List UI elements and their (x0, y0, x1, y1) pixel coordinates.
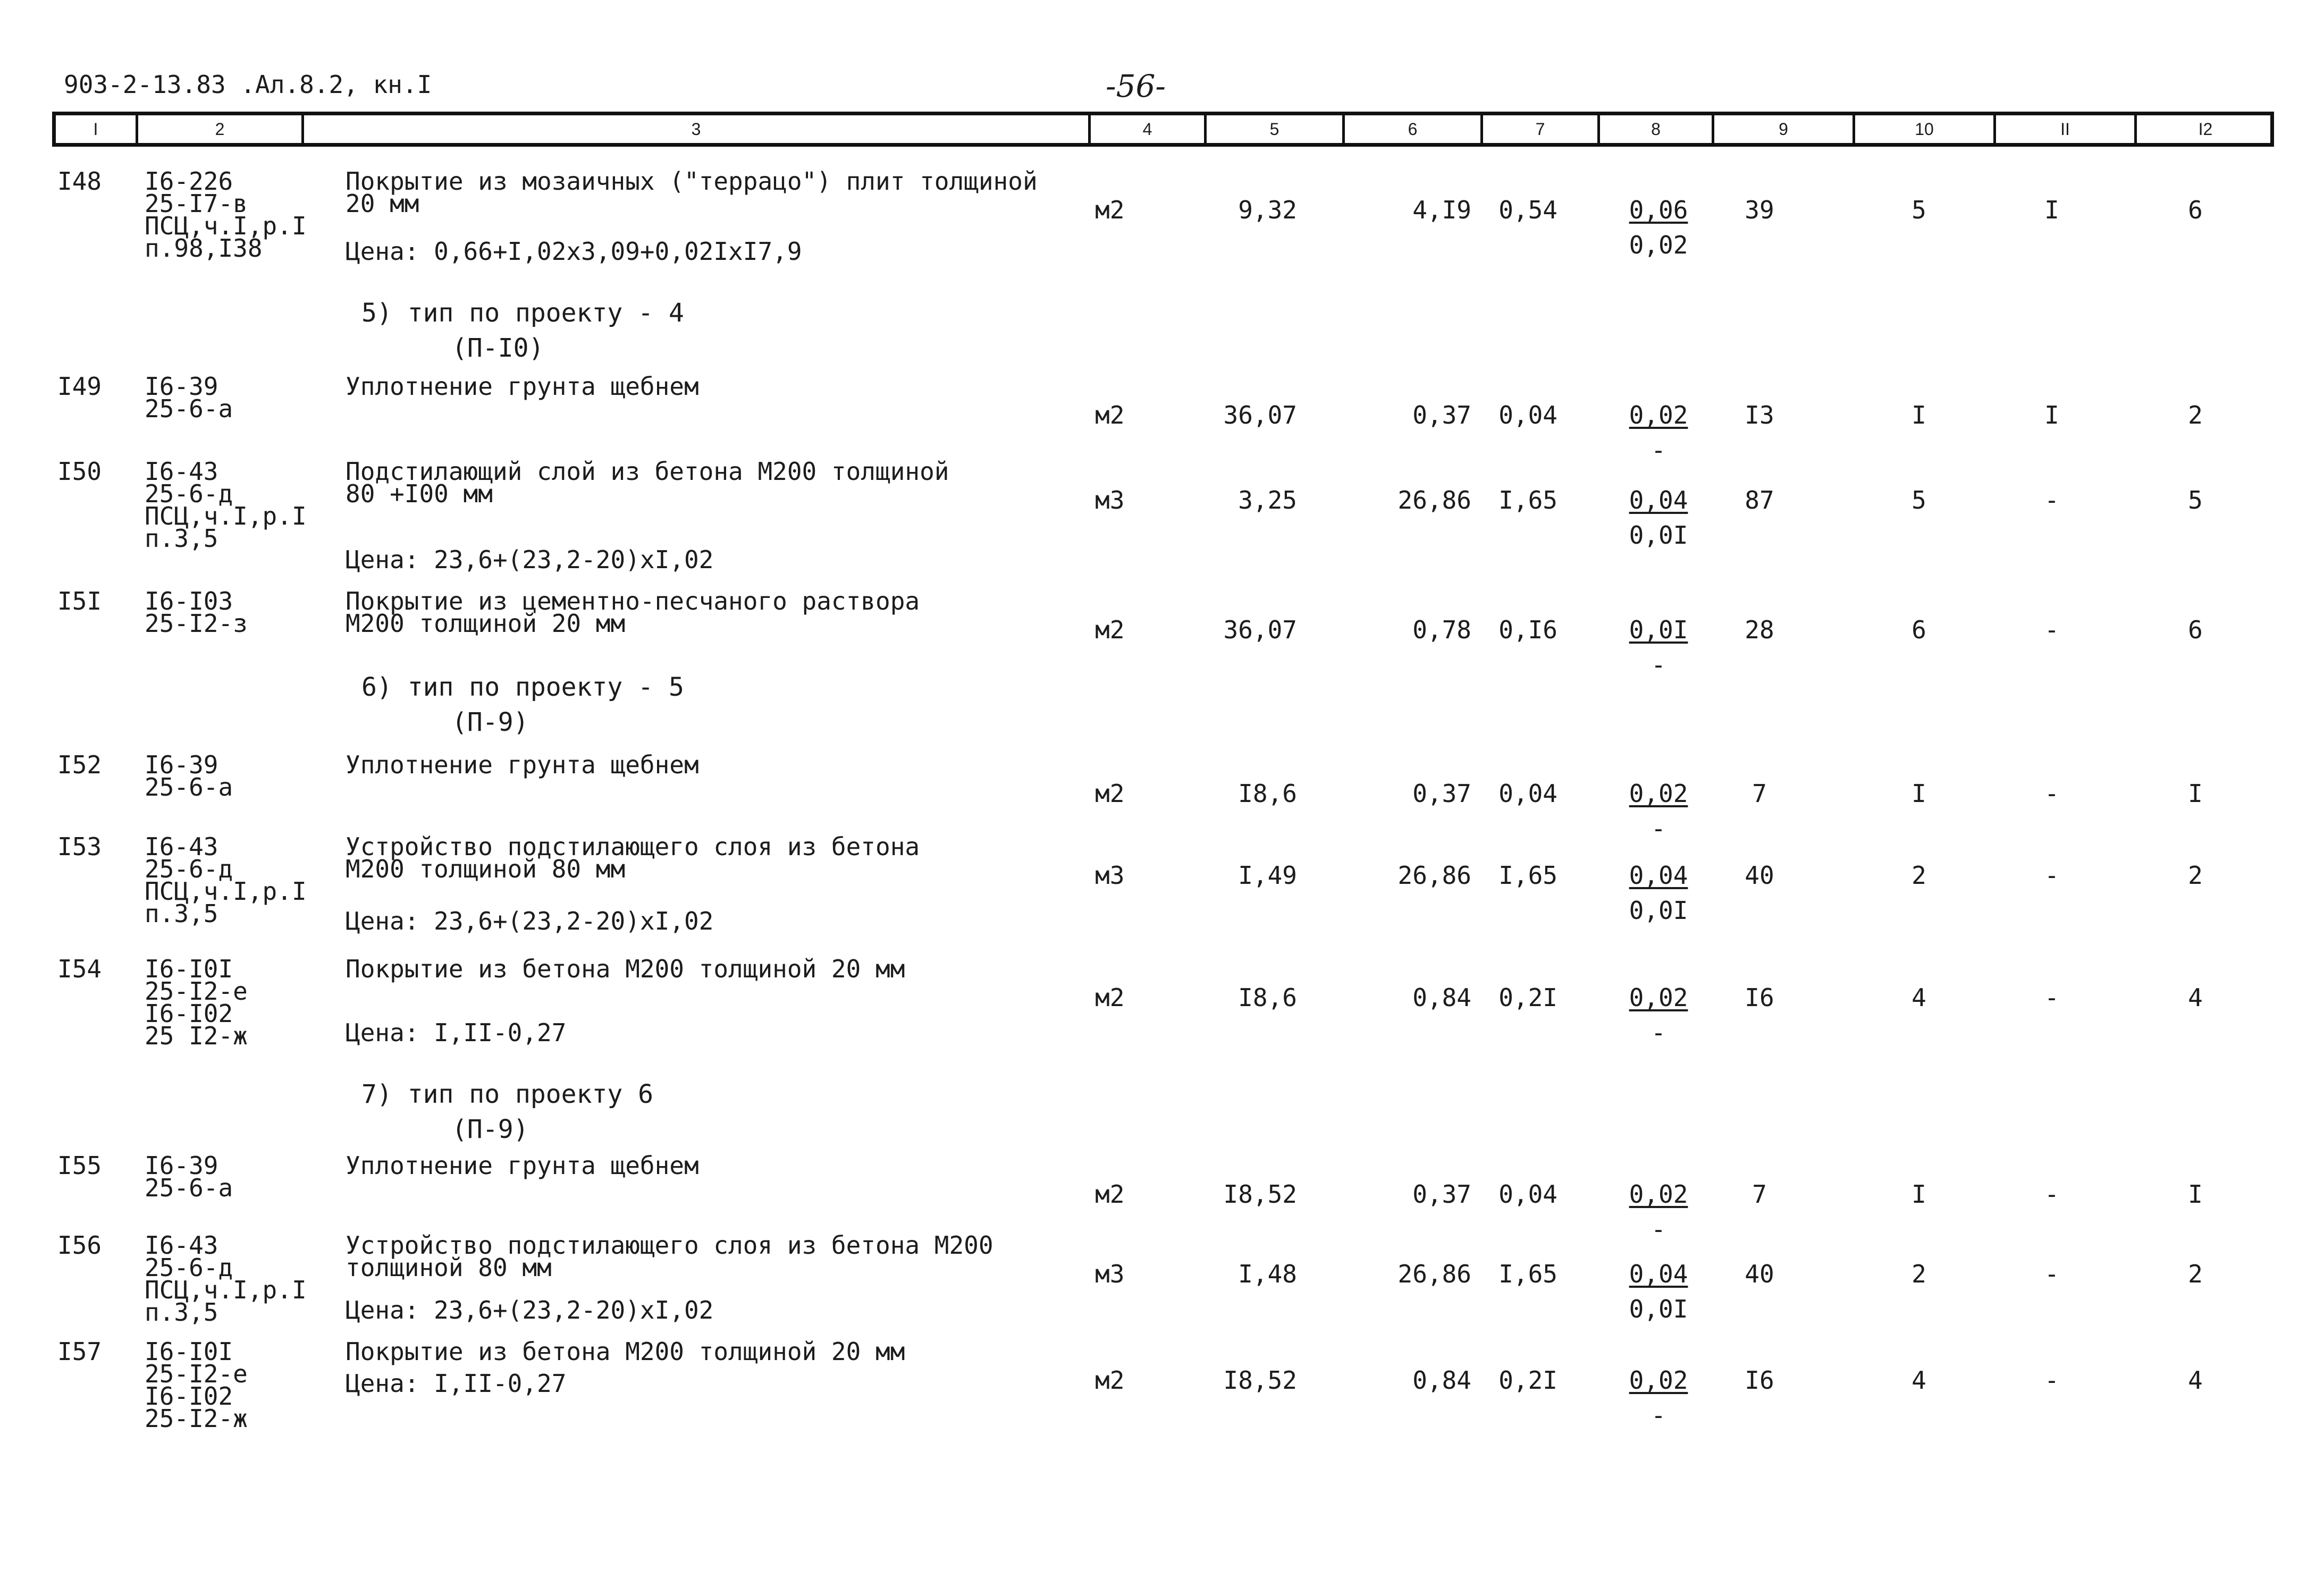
work-description: М200 толщиной 20 мм (346, 609, 626, 638)
row-number: I55 (57, 1151, 102, 1180)
estimate-code: п.3,5 (145, 899, 218, 928)
work-description: Уплотнение грунта щебнем (346, 1151, 699, 1180)
section-title: 7) тип по проекту 6 (361, 1079, 654, 1109)
total-labor: 4 (2188, 1366, 2203, 1395)
estimate-code: 25-I7-в (145, 189, 248, 218)
unit: м2 (1095, 1366, 1125, 1395)
estimate-code: 25-I2-з (145, 609, 248, 638)
machine-wage-cost: 0,0I (1629, 1295, 1688, 1323)
total-cost: 40 (1745, 1260, 1774, 1288)
machine-wage-cost: - (1651, 436, 1666, 465)
machine-cost: 0,04 (1629, 861, 1688, 890)
estimate-code: 25-6-д (145, 479, 233, 508)
work-description: Устройство подстилающего слоя из бетона М200 (346, 1231, 993, 1260)
unit-cost: 26,86 (1397, 1260, 1471, 1288)
machine-cost: 0,02 (1629, 1366, 1688, 1395)
estimate-code: I6-I02 (145, 999, 233, 1028)
machine-wage-cost: - (1651, 814, 1666, 843)
price-formula: Цена: 23,6+(23,2-20)xI,02 (346, 545, 714, 574)
price-formula: Цена: I,II-0,27 (346, 1018, 567, 1047)
machine-cost: 0,02 (1629, 983, 1688, 1012)
unit-cost: 26,86 (1397, 486, 1471, 514)
work-description: Покрытие из цементно-песчаного раствора (346, 587, 920, 615)
estimate-code: I6-226 (145, 167, 233, 196)
total-labor: 2 (2188, 861, 2203, 890)
estimate-code: 25-6-а (145, 394, 233, 423)
total-machine: - (2044, 861, 2059, 890)
machine-cost: 0,02 (1629, 779, 1688, 808)
quantity: I,48 (1238, 1260, 1297, 1288)
estimate-code: п.98,I38 (145, 234, 263, 263)
unit: м3 (1095, 1260, 1125, 1288)
quantity: I8,6 (1238, 779, 1297, 808)
estimate-code: п.3,5 (145, 1298, 218, 1327)
machine-wage-cost: - (1651, 1401, 1666, 1430)
row-number: I53 (57, 832, 102, 861)
total-machine: I (2044, 196, 2059, 224)
total-labor: I (2188, 1180, 2203, 1209)
estimate-code: I6-I0I (145, 955, 233, 983)
quantity: I8,52 (1223, 1180, 1297, 1209)
estimate-code: I6-39 (145, 750, 218, 779)
row-number: I54 (57, 955, 102, 983)
estimate-code: 25-6-д (145, 855, 233, 883)
column-header: I2 (2134, 115, 2274, 143)
total-cost: 39 (1745, 196, 1774, 224)
column-header: 2 (136, 115, 301, 143)
unit: м2 (1095, 196, 1125, 224)
machine-wage-cost: 0,0I (1629, 896, 1688, 925)
total-machine: - (2044, 615, 2059, 644)
estimate-code: I6-39 (145, 1151, 218, 1180)
total-wage: 6 (1912, 615, 1926, 644)
work-description: Уплотнение грунта щебнем (346, 750, 699, 779)
unit: м3 (1095, 861, 1125, 890)
estimate-code: ПСЦ,ч.I,р.I (145, 212, 307, 240)
total-wage: 4 (1912, 1366, 1926, 1395)
total-machine: - (2044, 1180, 2059, 1209)
work-description: Уплотнение грунта щебнем (346, 372, 699, 401)
column-header: I (93, 119, 98, 139)
work-description: 80 +I00 мм (346, 479, 493, 508)
wage-cost: 0,2I (1498, 1366, 1557, 1395)
total-cost: I6 (1745, 983, 1774, 1012)
total-machine: I (2044, 401, 2059, 429)
column-header: 10 (1853, 115, 1993, 143)
machine-wage-cost: - (1651, 1215, 1666, 1244)
unit-cost: 4,I9 (1412, 196, 1471, 224)
wage-cost: I,65 (1498, 486, 1557, 514)
work-description: толщиной 80 мм (346, 1253, 552, 1282)
work-description: 20 мм (346, 189, 419, 218)
column-header: 8 (1597, 115, 1712, 143)
section-subtitle: (П-9) (452, 707, 529, 737)
total-wage: I (1912, 401, 1926, 429)
total-cost: 87 (1745, 486, 1774, 514)
row-number: I48 (57, 167, 102, 196)
row-number: I57 (57, 1337, 102, 1366)
unit: м3 (1095, 486, 1125, 514)
unit: м2 (1095, 615, 1125, 644)
total-wage: 2 (1912, 1260, 1926, 1288)
machine-cost: 0,02 (1629, 1180, 1688, 1209)
total-cost: I3 (1745, 401, 1774, 429)
price-formula: Цена: 0,66+I,02x3,09+0,02IxI7,9 (346, 237, 802, 266)
unit-cost: 0,78 (1412, 615, 1471, 644)
total-wage: 4 (1912, 983, 1926, 1012)
total-wage: I (1912, 779, 1926, 808)
total-cost: 28 (1745, 615, 1774, 644)
unit: м2 (1095, 1180, 1125, 1209)
total-labor: I (2188, 779, 2203, 808)
total-wage: 5 (1912, 486, 1926, 514)
estimate-code: 25-6-а (145, 1174, 233, 1202)
column-header: 7 (1480, 115, 1597, 143)
machine-cost: 0,04 (1629, 1260, 1688, 1288)
price-formula: Цена: I,II-0,27 (346, 1369, 567, 1398)
wage-cost: I,65 (1498, 861, 1557, 890)
quantity: I8,6 (1238, 983, 1297, 1012)
estimate-code: 25-I2-ж (145, 1404, 248, 1433)
page-number: -56- (1106, 68, 1166, 104)
section-subtitle: (П-9) (452, 1115, 529, 1144)
quantity: I8,52 (1223, 1366, 1297, 1395)
unit: м2 (1095, 983, 1125, 1012)
estimate-code: I6-I02 (145, 1382, 233, 1411)
estimate-code: I6-43 (145, 832, 218, 861)
unit-cost: 0,84 (1412, 983, 1471, 1012)
wage-cost: I,65 (1498, 1260, 1557, 1288)
unit-cost: 0,37 (1412, 779, 1471, 808)
unit-cost: 0,37 (1412, 401, 1471, 429)
work-description: Покрытие из мозаичных ("террацо") плит толщиной (346, 167, 1038, 196)
total-machine: - (2044, 779, 2059, 808)
section-title: 5) тип по проекту - 4 (361, 298, 684, 328)
estimate-code: I6-43 (145, 457, 218, 486)
wage-cost: 0,04 (1498, 779, 1557, 808)
estimate-code: ПСЦ,ч.I,р.I (145, 1276, 307, 1304)
total-cost: 7 (1752, 779, 1767, 808)
machine-wage-cost: - (1651, 651, 1666, 679)
document-reference: 903-2-13.83 .Ал.8.2, кн.I (64, 70, 432, 99)
estimate-code: ПСЦ,ч.I,р.I (145, 877, 307, 906)
total-wage: I (1912, 1180, 1926, 1209)
column-header: 4 (1088, 115, 1204, 143)
column-header: 3 (301, 115, 1088, 143)
estimate-code: 25-6-д (145, 1253, 233, 1282)
total-labor: 2 (2188, 1260, 2203, 1288)
column-header: II (1993, 115, 2134, 143)
unit-cost: 0,37 (1412, 1180, 1471, 1209)
unit-cost: 0,84 (1412, 1366, 1471, 1395)
column-header-row (52, 112, 2274, 147)
machine-wage-cost: - (1651, 1018, 1666, 1047)
estimate-code: I6-39 (145, 372, 218, 401)
total-labor: 5 (2188, 486, 2203, 514)
work-description: Подстилающий слой из бетона М200 толщиной (346, 457, 949, 486)
column-header: 6 (1342, 115, 1480, 143)
total-labor: 4 (2188, 983, 2203, 1012)
estimate-code: п.3,5 (145, 524, 218, 553)
quantity: 36,07 (1223, 401, 1297, 429)
wage-cost: 0,2I (1498, 983, 1557, 1012)
total-wage: 2 (1912, 861, 1926, 890)
machine-cost: 0,06 (1629, 196, 1688, 224)
section-subtitle: (П-I0) (452, 333, 544, 363)
work-description: Покрытие из бетона М200 толщиной 20 мм (346, 1337, 905, 1366)
estimate-code: ПСЦ,ч.I,р.I (145, 502, 307, 530)
total-machine: - (2044, 486, 2059, 514)
estimate-code: 25 I2-ж (145, 1022, 248, 1050)
price-formula: Цена: 23,6+(23,2-20)xI,02 (346, 907, 714, 935)
total-cost: I6 (1745, 1366, 1774, 1395)
work-description: М200 толщиной 80 мм (346, 855, 626, 883)
estimate-code: 25-I2-е (145, 1360, 248, 1388)
work-description: Покрытие из бетона М200 толщиной 20 мм (346, 955, 905, 983)
quantity: 3,25 (1238, 486, 1297, 514)
price-formula: Цена: 23,6+(23,2-20)xI,02 (346, 1296, 714, 1324)
wage-cost: 0,04 (1498, 401, 1557, 429)
machine-cost: 0,04 (1629, 486, 1688, 514)
total-cost: 7 (1752, 1180, 1767, 1209)
row-number: I56 (57, 1231, 102, 1260)
total-labor: 6 (2188, 196, 2203, 224)
estimate-code: I6-43 (145, 1231, 218, 1260)
row-number: I49 (57, 372, 102, 401)
estimate-code: 25-I2-е (145, 977, 248, 1006)
total-wage: 5 (1912, 196, 1926, 224)
machine-wage-cost: 0,0I (1629, 521, 1688, 550)
estimate-code: I6-I03 (145, 587, 233, 615)
total-machine: - (2044, 1366, 2059, 1395)
wage-cost: 0,54 (1498, 196, 1557, 224)
row-number: I50 (57, 457, 102, 486)
unit-cost: 26,86 (1397, 861, 1471, 890)
machine-wage-cost: 0,02 (1629, 231, 1688, 259)
row-number: I52 (57, 750, 102, 779)
quantity: 36,07 (1223, 615, 1297, 644)
machine-cost: 0,0I (1629, 615, 1688, 644)
section-title: 6) тип по проекту - 5 (361, 672, 684, 702)
total-machine: - (2044, 1260, 2059, 1288)
work-description: Устройство подстилающего слоя из бетона (346, 832, 920, 861)
total-cost: 40 (1745, 861, 1774, 890)
quantity: I,49 (1238, 861, 1297, 890)
quantity: 9,32 (1238, 196, 1297, 224)
estimate-code: I6-I0I (145, 1337, 233, 1366)
total-labor: 6 (2188, 615, 2203, 644)
total-machine: - (2044, 983, 2059, 1012)
machine-cost: 0,02 (1629, 401, 1688, 429)
row-number: I5I (57, 587, 102, 615)
unit: м2 (1095, 779, 1125, 808)
column-header: 9 (1712, 115, 1853, 143)
unit: м2 (1095, 401, 1125, 429)
estimate-code: 25-6-а (145, 773, 233, 801)
total-labor: 2 (2188, 401, 2203, 429)
column-header: 5 (1204, 115, 1342, 143)
wage-cost: 0,04 (1498, 1180, 1557, 1209)
wage-cost: 0,I6 (1498, 615, 1557, 644)
